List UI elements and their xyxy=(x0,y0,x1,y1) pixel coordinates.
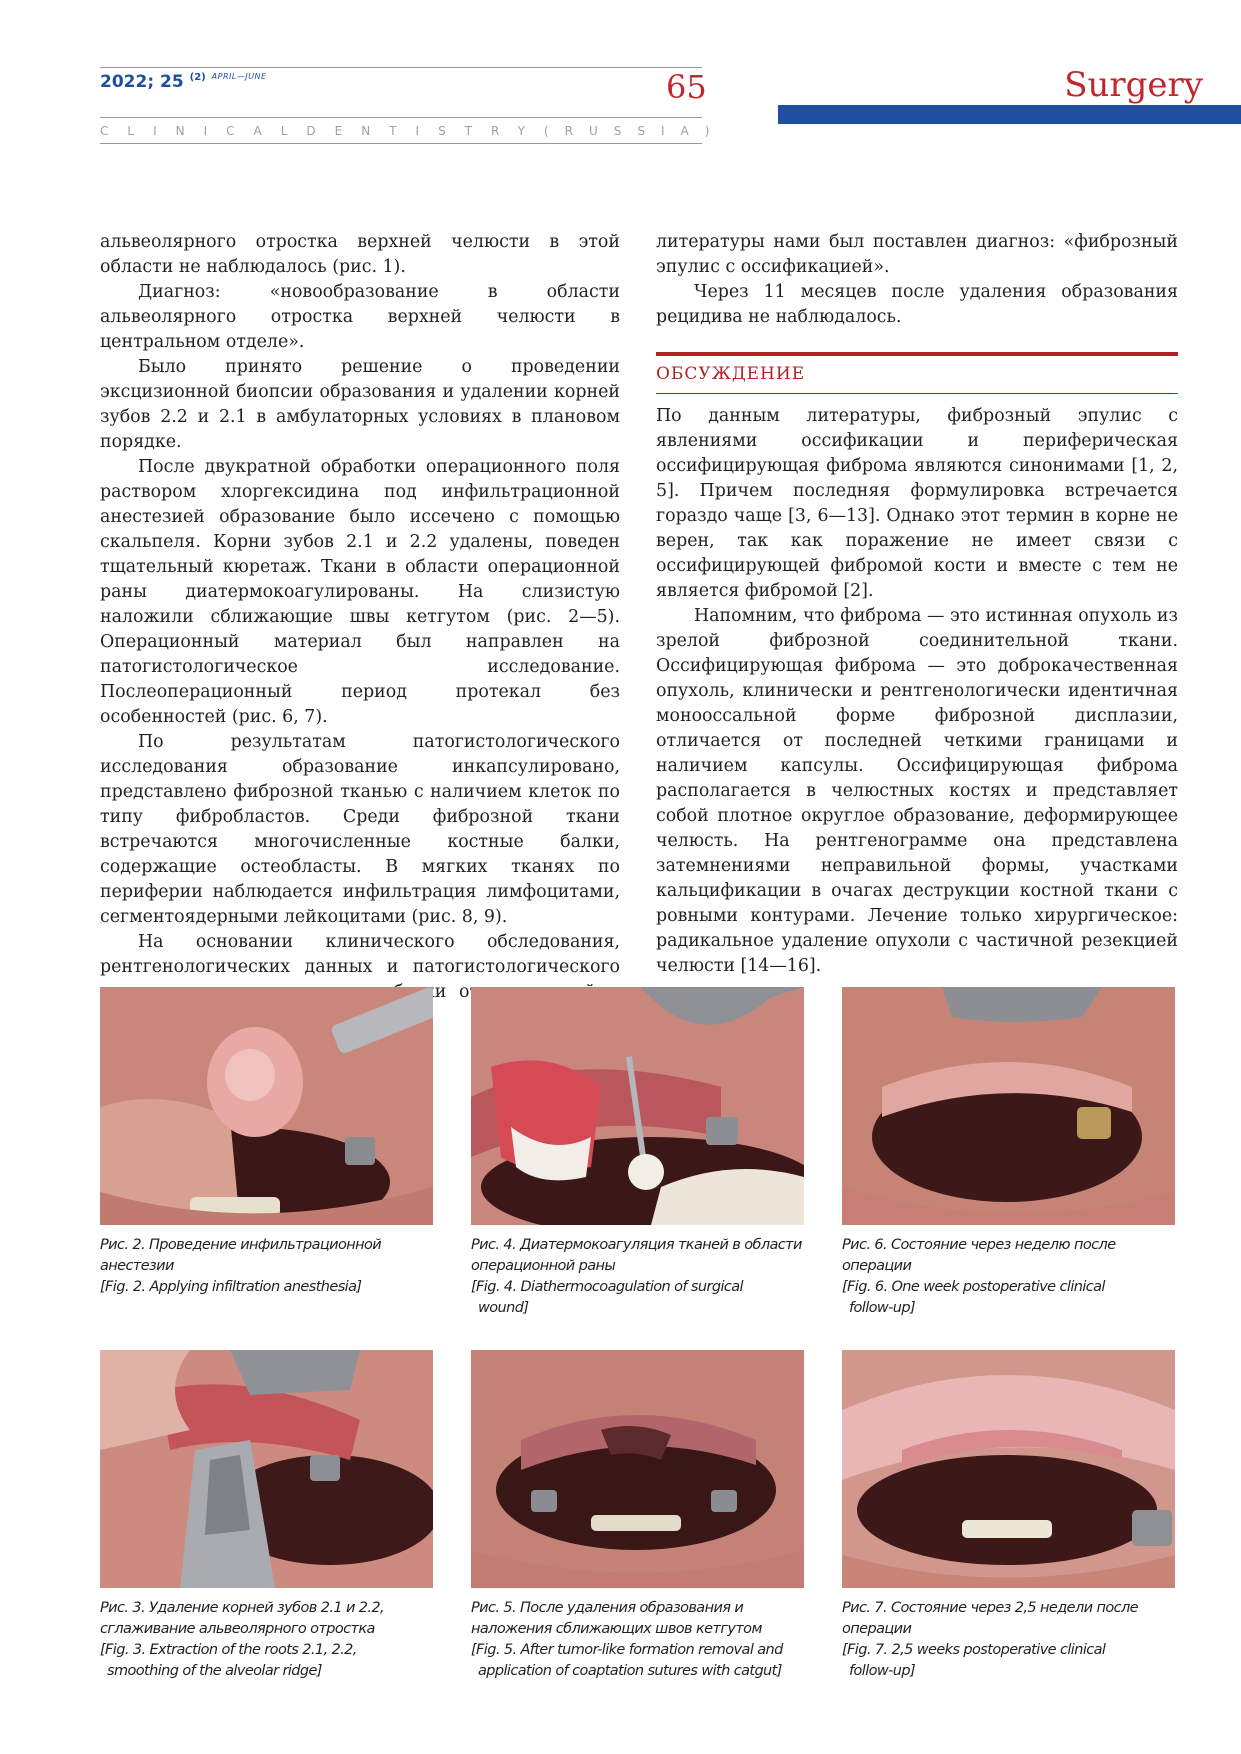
clinical-photo xyxy=(100,1350,433,1588)
journal-word-2: DENTISTRY xyxy=(306,124,544,138)
caption-ru: Рис. 7. Состояние через 2,5 недели после операции xyxy=(842,1600,1139,1637)
section-title: Surgery xyxy=(1064,65,1203,105)
caption-en-cont: wound] xyxy=(478,1300,529,1316)
paragraph: литературы нами был поставлен диагноз: «фиброзный эпулис с оссификацией». xyxy=(656,232,1178,277)
journal-word-3: (RUSSIA) xyxy=(543,124,726,138)
caption-en: [Fig. 4. Diathermocoagulation of surgical xyxy=(471,1279,743,1295)
figure-5-photo xyxy=(471,1350,804,1588)
paragraph: По данным литературы, фиброзный эпулис с явлениями оссификации и периферическая оссифицирующая фиброма являются синонимами [1, 2, 5]. Причем последняя формулировка встречается гораздо чаще [3, 6—13]. Однако этот термин в корне не верен, так как поражение не имеет связи с оссифицирующей фибромой кости и вместе с тем не является фибромой [2]. xyxy=(656,406,1178,601)
page-number: 65 xyxy=(666,68,707,106)
caption-en: [Fig. 7. 2,5 weeks postoperative clinical xyxy=(842,1642,1106,1658)
issue-months: APRIL—JUNE xyxy=(211,72,267,81)
clinical-photo xyxy=(100,987,433,1225)
clinical-photo xyxy=(842,987,1175,1225)
paragraph: После двукратной обработки операционного поля раствором хлоргексидина под инфильтрационной анестезией образование было иссечено с помощью скальпеля. Корни зубов 2.1 и 2.2 удалены, поведен тщательный кюретаж. Ткани в области операционной раны диатермокоагулированы. На слизистую наложили сближающие швы кетгутом (рис. 2—5). Операционный материал был направлен на патогистологическое исследование. Послеоперационный период протекал без особенностей (рис. 6, 7). xyxy=(100,457,620,727)
header-rule-top xyxy=(100,67,702,68)
caption-en: [Fig. 5. After tumor-like formation removal and xyxy=(471,1642,783,1658)
issue-info xyxy=(100,72,267,92)
caption-en-cont: follow-up] xyxy=(849,1300,916,1316)
figure-4-caption xyxy=(471,1235,806,1319)
caption-en: [Fig. 3. Extraction of the roots 2.1, 2.2, xyxy=(100,1642,357,1658)
figure-2-caption xyxy=(100,1235,435,1298)
paragraph: По результатам патогистологического исследования образование инкапсулировано, представлено фиброзной тканью с наличием клеток по типу фибробластов. Среди фиброзной ткани встречаются многочисленные костные балки, содержащие остеобласты. В мягких тканях по периферии наблюдается инфильтрация лимфоцитами, сегментоядерными лейкоцитами (рис. 8, 9). xyxy=(100,732,620,927)
figure-3-photo xyxy=(100,1350,433,1588)
caption-ru: Рис. 5. После удаления образования и наложения сближающих швов кетгутом xyxy=(471,1600,762,1637)
section-bar xyxy=(778,105,1241,124)
clinical-photo xyxy=(471,1350,804,1588)
paragraph: Диагноз: «новообразование в области альвеолярного отростка верхней челюсти в центральном отделе». xyxy=(100,282,620,352)
caption-ru: Рис. 2. Проведение инфильтрационной анестезии xyxy=(100,1237,382,1274)
caption-ru: Рис. 3. Удаление корней зубов 2.1 и 2.2, сглаживание альвеолярного отростка xyxy=(100,1600,385,1637)
heading-rule xyxy=(656,352,1178,356)
discussion-heading: ОБСУЖДЕНИЕ xyxy=(656,362,1178,394)
figure-5-caption xyxy=(471,1598,806,1682)
issue-number: (2) xyxy=(189,72,206,83)
caption-ru: Рис. 6. Состояние через неделю после операции xyxy=(842,1237,1116,1274)
paragraph: Было принято решение о проведении эксцизионной биопсии образования и удалении корней зубов 2.2 и 2.1 в амбулаторных условиях в плановом порядке. xyxy=(100,357,620,452)
caption-en-cont: follow-up] xyxy=(849,1663,916,1679)
figure-6-caption xyxy=(842,1235,1177,1319)
header-rule-middle xyxy=(100,117,702,118)
paragraph: альвеолярного отростка верхней челюсти в этой области не наблюдалось (рис. 1). xyxy=(100,232,620,277)
right-column xyxy=(656,230,1178,979)
figure-2-photo xyxy=(100,987,433,1225)
left-column xyxy=(100,230,620,1030)
paragraph: Через 11 месяцев после удаления образования рецидива не наблюдалось. xyxy=(656,282,1178,327)
discussion-heading-block xyxy=(656,352,1178,394)
caption-en: [Fig. 2. Applying infiltration anesthesia] xyxy=(100,1279,362,1295)
year-volume: 2022; 25 xyxy=(100,72,184,92)
caption-en: [Fig. 6. One week postoperative clinical xyxy=(842,1279,1105,1295)
figure-6-photo xyxy=(842,987,1175,1225)
paragraph: На основании клинического обследования, рентгенологических данных и патогистологического xyxy=(100,932,620,977)
caption-en-cont: application of coaptation sutures with catgut] xyxy=(478,1663,782,1679)
clinical-photo xyxy=(842,1350,1175,1588)
figure-7-photo xyxy=(842,1350,1175,1588)
caption-ru: Рис. 4. Диатермокоагуляция тканей в области операционной раны xyxy=(471,1237,802,1274)
figure-7-caption xyxy=(842,1598,1177,1682)
journal-word-1: CLINICAL xyxy=(100,124,307,138)
journal-name xyxy=(100,124,726,138)
header-rule-bottom xyxy=(100,143,702,144)
caption-en-cont: smoothing of the alveolar ridge] xyxy=(107,1663,322,1679)
paragraph: Напомним, что фиброма — это истинная опухоль из зрелой фиброзной соединительной ткани. Оссифицирующая фиброма — это доброкачественная опухоль, клинически и рентгенологически идентичная монооссальной форме фиброзной дисплазии, отличается от последней четкими границами и наличием капсулы. Оссифицирующая фиброма располагается в челюстных костях и представляет собой плотное округлое образование, деформирующее челюсть. На рентгенограмме она представлена затемнениями неправильной формы, участками кальцификации в очагах деструкции костной ткани с ровными контурами. Лечение только хирургическое: радикальное удаление опухоли с частичной резекцией челюсти [14—16]. xyxy=(656,606,1178,976)
figure-3-caption xyxy=(100,1598,435,1682)
clinical-photo xyxy=(471,987,804,1225)
figure-4-photo xyxy=(471,987,804,1225)
